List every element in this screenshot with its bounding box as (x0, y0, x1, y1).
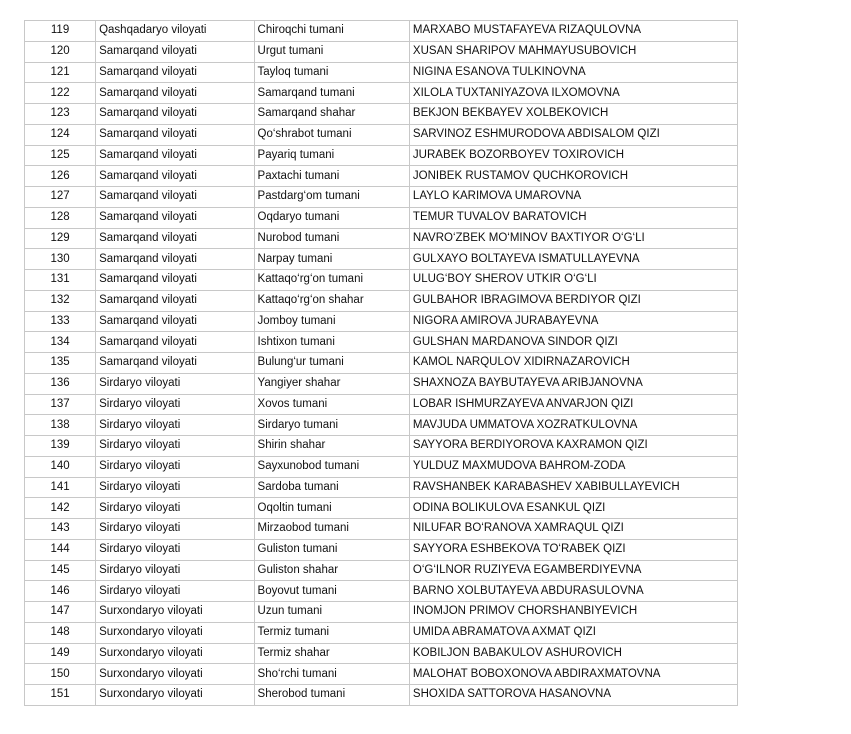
person-name-cell: XILOLA TUXTANIYAZOVA ILXOMOVNA (409, 83, 737, 104)
district-cell: Samarqand shahar (254, 104, 409, 125)
region-cell: Sirdaryo viloyati (96, 436, 254, 457)
roster-table (24, 20, 738, 706)
table-row (25, 228, 738, 249)
table-row (25, 477, 738, 498)
table-row (25, 353, 738, 374)
district-cell: Bulung‘ur tumani (254, 353, 409, 374)
row-number-cell: 149 (25, 643, 96, 664)
row-number-cell: 141 (25, 477, 96, 498)
person-name-cell: LOBAR ISHMURZAYEVA ANVARJON QIZI (409, 394, 737, 415)
region-cell: Surxondaryo viloyati (96, 685, 254, 706)
person-name-cell: BEKJON BEKBAYEV XOLBEKOVICH (409, 104, 737, 125)
district-cell: Oqoltin tumani (254, 498, 409, 519)
person-name-cell: ULUG‘BOY SHEROV UTKIR O‘G‘LI (409, 270, 737, 291)
table-row (25, 187, 738, 208)
district-cell: Narpay tumani (254, 249, 409, 270)
table-row (25, 643, 738, 664)
row-number-cell: 145 (25, 560, 96, 581)
district-cell: Sho‘rchi tumani (254, 664, 409, 685)
person-name-cell: YULDUZ MAXMUDOVA BAHROM-ZODA (409, 456, 737, 477)
person-name-cell: SAYYORA ESHBEKOVA TO‘RABEK QIZI (409, 539, 737, 560)
person-name-cell: INOMJON PRIMOV CHORSHANBIYEVICH (409, 602, 737, 623)
row-number-cell: 122 (25, 83, 96, 104)
row-number-cell: 130 (25, 249, 96, 270)
person-name-cell: JURABEK BOZORBOYEV TOXIROVICH (409, 145, 737, 166)
table-row (25, 685, 738, 706)
district-cell: Shirin shahar (254, 436, 409, 457)
region-cell: Samarqand viloyati (96, 353, 254, 374)
region-cell: Sirdaryo viloyati (96, 519, 254, 540)
table-row (25, 498, 738, 519)
region-cell: Surxondaryo viloyati (96, 643, 254, 664)
roster-table-body (25, 21, 738, 706)
region-cell: Sirdaryo viloyati (96, 394, 254, 415)
person-name-cell: BARNO XOLBUTAYEVA ABDURASULOVNA (409, 581, 737, 602)
region-cell: Surxondaryo viloyati (96, 602, 254, 623)
table-row (25, 311, 738, 332)
district-cell: Nurobod tumani (254, 228, 409, 249)
district-cell: Mirzaobod tumani (254, 519, 409, 540)
district-cell: Uzun tumani (254, 602, 409, 623)
region-cell: Samarqand viloyati (96, 249, 254, 270)
region-cell: Sirdaryo viloyati (96, 373, 254, 394)
district-cell: Termiz shahar (254, 643, 409, 664)
region-cell: Samarqand viloyati (96, 145, 254, 166)
person-name-cell: SHAXNOZA BAYBUTAYEVA ARIBJANOVNA (409, 373, 737, 394)
region-cell: Samarqand viloyati (96, 332, 254, 353)
table-row (25, 373, 738, 394)
district-cell: Qo‘shrabot tumani (254, 124, 409, 145)
table-row (25, 104, 738, 125)
row-number-cell: 137 (25, 394, 96, 415)
region-cell: Samarqand viloyati (96, 207, 254, 228)
district-cell: Urgut tumani (254, 41, 409, 62)
region-cell: Samarqand viloyati (96, 62, 254, 83)
table-row (25, 290, 738, 311)
table-row (25, 207, 738, 228)
person-name-cell: GULBAHOR IBRAGIMOVA BERDIYOR QIZI (409, 290, 737, 311)
person-name-cell: LAYLO KARIMOVA UMAROVNA (409, 187, 737, 208)
row-number-cell: 151 (25, 685, 96, 706)
table-row (25, 560, 738, 581)
table-row (25, 62, 738, 83)
person-name-cell: RAVSHANBEK KARABASHEV XABIBULLAYEVICH (409, 477, 737, 498)
district-cell: Chiroqchi tumani (254, 21, 409, 42)
person-name-cell: GULXAYO BOLTAYEVA ISMATULLAYEVNA (409, 249, 737, 270)
row-number-cell: 143 (25, 519, 96, 540)
district-cell: Guliston shahar (254, 560, 409, 581)
person-name-cell: XUSAN SHARIPOV MAHMAYUSUBOVICH (409, 41, 737, 62)
person-name-cell: NIGINA ESANOVA TULKINOVNA (409, 62, 737, 83)
region-cell: Samarqand viloyati (96, 311, 254, 332)
region-cell: Sirdaryo viloyati (96, 539, 254, 560)
table-row (25, 436, 738, 457)
table-row (25, 602, 738, 623)
row-number-cell: 133 (25, 311, 96, 332)
region-cell: Surxondaryo viloyati (96, 622, 254, 643)
row-number-cell: 132 (25, 290, 96, 311)
row-number-cell: 135 (25, 353, 96, 374)
row-number-cell: 120 (25, 41, 96, 62)
district-cell: Samarqand tumani (254, 83, 409, 104)
person-name-cell: UMIDA ABRAMATOVA AXMAT QIZI (409, 622, 737, 643)
person-name-cell: MARXABO MUSTAFAYEVA RIZAQULOVNA (409, 21, 737, 42)
region-cell: Sirdaryo viloyati (96, 498, 254, 519)
region-cell: Sirdaryo viloyati (96, 456, 254, 477)
row-number-cell: 124 (25, 124, 96, 145)
district-cell: Oqdaryo tumani (254, 207, 409, 228)
person-name-cell: SHOXIDA SATTOROVA HASANOVNA (409, 685, 737, 706)
district-cell: Pastdarg‘om tumani (254, 187, 409, 208)
person-name-cell: TEMUR TUVALOV BARATOVICH (409, 207, 737, 228)
person-name-cell: NAVRO‘ZBEK MO‘MINOV BAXTIYOR O‘G‘LI (409, 228, 737, 249)
row-number-cell: 119 (25, 21, 96, 42)
row-number-cell: 138 (25, 415, 96, 436)
table-row (25, 456, 738, 477)
row-number-cell: 150 (25, 664, 96, 685)
table-row (25, 249, 738, 270)
district-cell: Boyovut tumani (254, 581, 409, 602)
district-cell: Yangiyer shahar (254, 373, 409, 394)
person-name-cell: JONIBEK RUSTAMOV QUCHKOROVICH (409, 166, 737, 187)
row-number-cell: 146 (25, 581, 96, 602)
row-number-cell: 136 (25, 373, 96, 394)
table-row (25, 415, 738, 436)
table-row (25, 539, 738, 560)
region-cell: Sirdaryo viloyati (96, 415, 254, 436)
row-number-cell: 131 (25, 270, 96, 291)
person-name-cell: SARVINOZ ESHMURODOVA ABDISALOM QIZI (409, 124, 737, 145)
table-row (25, 270, 738, 291)
table-row (25, 332, 738, 353)
row-number-cell: 126 (25, 166, 96, 187)
district-cell: Xovos tumani (254, 394, 409, 415)
table-row (25, 664, 738, 685)
row-number-cell: 127 (25, 187, 96, 208)
district-cell: Sayxunobod tumani (254, 456, 409, 477)
person-name-cell: MAVJUDA UMMATOVA XOZRATKULOVNA (409, 415, 737, 436)
district-cell: Guliston tumani (254, 539, 409, 560)
table-row (25, 394, 738, 415)
row-number-cell: 139 (25, 436, 96, 457)
district-cell: Sardoba tumani (254, 477, 409, 498)
person-name-cell: NILUFAR BO‘RANOVA XAMRAQUL QIZI (409, 519, 737, 540)
region-cell: Samarqand viloyati (96, 228, 254, 249)
region-cell: Samarqand viloyati (96, 290, 254, 311)
district-cell: Kattaqo‘rg‘on shahar (254, 290, 409, 311)
row-number-cell: 140 (25, 456, 96, 477)
person-name-cell: SAYYORA BERDIYOROVA KAXRAMON QIZI (409, 436, 737, 457)
table-row (25, 622, 738, 643)
region-cell: Samarqand viloyati (96, 124, 254, 145)
region-cell: Samarqand viloyati (96, 166, 254, 187)
person-name-cell: KOBILJON BABAKULOV ASHUROVICH (409, 643, 737, 664)
row-number-cell: 129 (25, 228, 96, 249)
region-cell: Samarqand viloyati (96, 41, 254, 62)
region-cell: Samarqand viloyati (96, 187, 254, 208)
district-cell: Sherobod tumani (254, 685, 409, 706)
person-name-cell: MALOHAT BOBOXONOVA ABDIRAXMATOVNA (409, 664, 737, 685)
district-cell: Tayloq tumani (254, 62, 409, 83)
district-cell: Sirdaryo tumani (254, 415, 409, 436)
row-number-cell: 128 (25, 207, 96, 228)
district-cell: Termiz tumani (254, 622, 409, 643)
table-row (25, 581, 738, 602)
table-row (25, 21, 738, 42)
row-number-cell: 144 (25, 539, 96, 560)
row-number-cell: 121 (25, 62, 96, 83)
region-cell: Sirdaryo viloyati (96, 560, 254, 581)
person-name-cell: O‘G‘ILNOR RUZIYEVA EGAMBERDIYEVNA (409, 560, 737, 581)
person-name-cell: ODINA BOLIKULOVA ESANKUL QIZI (409, 498, 737, 519)
district-cell: Kattaqo‘rg‘on tumani (254, 270, 409, 291)
region-cell: Sirdaryo viloyati (96, 477, 254, 498)
table-row (25, 519, 738, 540)
district-cell: Payariq tumani (254, 145, 409, 166)
row-number-cell: 147 (25, 602, 96, 623)
table-row (25, 83, 738, 104)
region-cell: Qashqadaryo viloyati (96, 21, 254, 42)
table-row (25, 166, 738, 187)
table-row (25, 41, 738, 62)
person-name-cell: GULSHAN MARDANOVA SINDOR QIZI (409, 332, 737, 353)
row-number-cell: 148 (25, 622, 96, 643)
region-cell: Sirdaryo viloyati (96, 581, 254, 602)
row-number-cell: 142 (25, 498, 96, 519)
district-cell: Paxtachi tumani (254, 166, 409, 187)
district-cell: Ishtixon tumani (254, 332, 409, 353)
region-cell: Samarqand viloyati (96, 270, 254, 291)
district-cell: Jomboy tumani (254, 311, 409, 332)
region-cell: Samarqand viloyati (96, 83, 254, 104)
table-row (25, 145, 738, 166)
person-name-cell: KAMOL NARQULOV XIDIRNAZAROVICH (409, 353, 737, 374)
region-cell: Surxondaryo viloyati (96, 664, 254, 685)
region-cell: Samarqand viloyati (96, 104, 254, 125)
table-row (25, 124, 738, 145)
row-number-cell: 134 (25, 332, 96, 353)
row-number-cell: 123 (25, 104, 96, 125)
person-name-cell: NIGORA AMIROVA JURABAYEVNA (409, 311, 737, 332)
row-number-cell: 125 (25, 145, 96, 166)
